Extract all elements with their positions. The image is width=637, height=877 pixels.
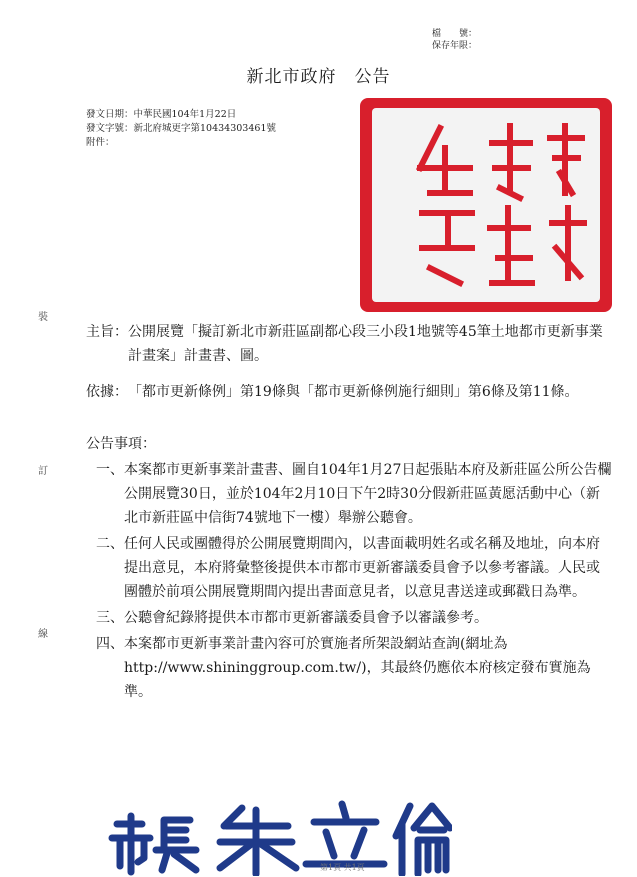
notice-number: 二、 <box>96 536 124 552</box>
subject-label: 主旨： <box>86 324 128 340</box>
notice-item <box>96 632 612 704</box>
document-title: 新北市政府 公告 <box>246 67 391 87</box>
notice-item <box>96 606 612 630</box>
issue-attachment: 附件： <box>86 137 115 148</box>
notice-item <box>96 532 612 604</box>
basis-label: 依據： <box>86 384 128 400</box>
binding-mark-staple: 訂 <box>38 466 48 477</box>
binding-mark-line: 線 <box>38 629 48 640</box>
subject-text: 公開展覽「擬訂新北市新莊區副都心段三小段1地號等45筆土地都市更新事業計畫案」計畫書、圖。 <box>128 324 603 364</box>
notice-number: 一、 <box>96 462 124 478</box>
basis-section <box>86 380 606 404</box>
basis-text: 「都市更新條例」第19條與「都市更新條例施行細則」第6條及第11條。 <box>128 384 579 400</box>
notice-number: 三、 <box>96 610 124 626</box>
issue-date: 發文日期：中華民國104年1月22日 <box>86 109 237 120</box>
page-number: 第1頁 共1頁 <box>320 863 365 872</box>
retention-label: 保存年限： <box>431 41 477 51</box>
notice-text: 本案都市更新事業計畫內容可於實施者所架設網站查詢(網址為http://www.shininggroup.com.tw/)，其最終仍應依本府核定發布實施為準。 <box>124 636 591 700</box>
notice-number: 四、 <box>96 636 124 652</box>
notices-title: 公告事項： <box>86 436 156 452</box>
notice-text: 公聽會紀錄將提供本市都市更新審議委員會予以審議參考。 <box>124 610 488 626</box>
subject-section <box>86 320 606 368</box>
binding-mark-bind: 裝 <box>38 312 48 323</box>
notice-text: 任何人民或團體得於公開展覽期間內，以書面載明姓名或名稱及地址，向本府提出意見，本府將彙整後提供本市都市更新審議委員會予以參考審議。人民或團體於前項公開展覽期間內提出書面意見者，以意見書送達或郵戳日為準。 <box>124 536 600 600</box>
notices-list <box>96 458 612 706</box>
notice-text: 本案都市更新事業計畫書、圖自104年1月27日起張貼本府及新莊區公所公告欄公開展覽30日，並於104年2月10日下午2時30分假新莊區黃愿活動中心（新北市新莊區中信街74號地下一樓）舉辦公聽會。 <box>124 462 612 526</box>
mayor-signature-stamp <box>92 796 452 876</box>
issue-info <box>86 108 276 150</box>
file-no-label: 檔 號： <box>431 29 477 39</box>
issue-doc-number: 發文字號：新北府城更字第10434303461號 <box>86 123 276 134</box>
notice-item <box>96 458 612 530</box>
archive-meta <box>432 28 477 52</box>
government-seal-stamp <box>360 98 612 312</box>
